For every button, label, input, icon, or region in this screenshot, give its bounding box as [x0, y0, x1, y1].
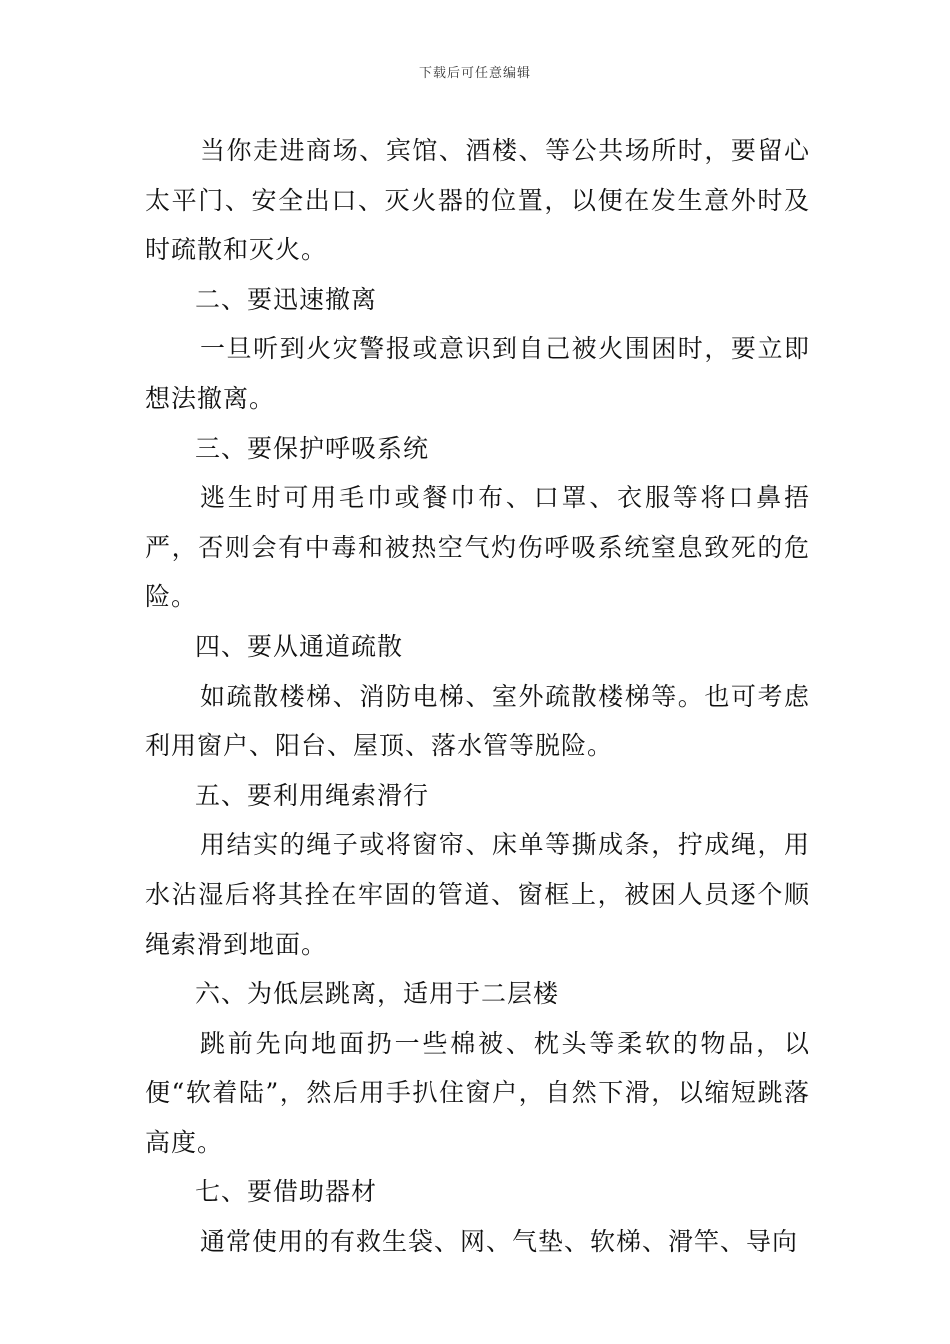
paragraph-low-floor-jump: 跳前先向地面扔一些棉被、枕头等柔软的物品，以便“软着陆”，然后用手扒住窗户，自然下滑，以缩短跳落高度。 — [145, 1028, 810, 1157]
paragraph-use-passages: 如疏散楼梯、消防电梯、室外疏散楼梯等。也可考虑利用窗户、阳台、屋顶、落水管等脱险。 — [145, 681, 810, 761]
heading-protect-breathing: 三、要保护呼吸系统 — [195, 433, 430, 463]
heading-use-equipment: 七、要借助器材 — [195, 1177, 378, 1207]
paragraph-use-equipment: 通常使用的有救生袋、网、气垫、软梯、滑竿、导向 — [200, 1227, 799, 1257]
paragraph-evacuate-quickly: 一旦听到火灾警报或意识到自己被火围困时，要立即想法撤离。 — [145, 334, 810, 413]
paragraph-rope-slide: 用结实的绳子或将窗帘、床单等撕成条，拧成绳，用水沾湿后将其拴在牢固的管道、窗框上，被困人员逐个顺绳索滑到地面。 — [145, 830, 810, 959]
page-header: 下载后可任意编辑 — [418, 66, 531, 81]
heading-rope-slide: 五、要利用绳索滑行 — [195, 780, 430, 810]
heading-use-passages: 四、要从通道疏散 — [195, 631, 404, 661]
paragraph-protect-breathing: 逃生时可用毛巾或餐巾布、口罩、衣服等将口鼻捂严，否则会有中毒和被热空气灼伤呼吸系统窒息致死的危险。 — [145, 483, 810, 612]
heading-evacuate-quickly: 二、要迅速撤离 — [195, 284, 378, 314]
heading-low-floor-jump: 六、为低层跳离，适用于二层楼 — [195, 979, 560, 1009]
paragraph-public-places: 当你走进商场、宾馆、酒楼、等公共场所时，要留心太平门、安全出口、灭火器的位置，以便在发生意外时及时疏散和灭火。 — [145, 136, 810, 265]
document-body — [145, 126, 810, 1267]
